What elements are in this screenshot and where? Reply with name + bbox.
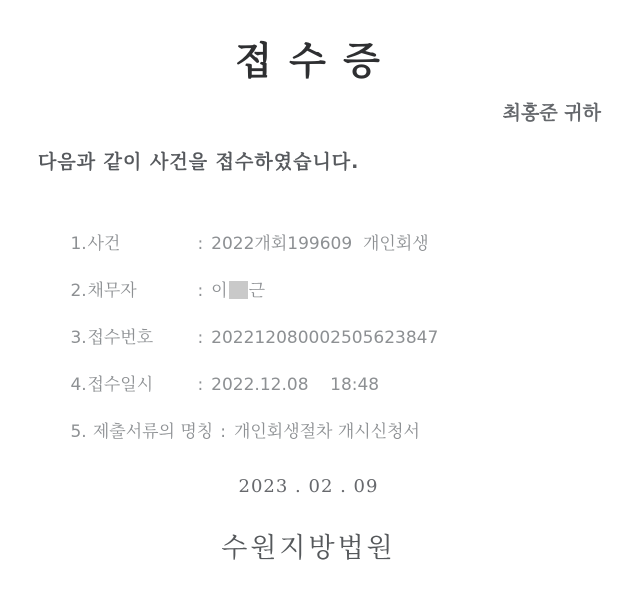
debtor-name-suffix: 근 xyxy=(248,281,266,301)
case-field-list xyxy=(38,214,598,449)
field-label: 사건 xyxy=(87,234,121,254)
field-colon: : xyxy=(197,234,204,254)
field-colon: : xyxy=(197,328,204,348)
issue-date: 2023 . 02 . 09 xyxy=(238,476,379,497)
issuing-court-name: 수원지방법원 xyxy=(221,533,396,564)
field-index: 5. xyxy=(70,422,87,442)
field-label: 제출서류의 명칭 xyxy=(92,422,214,442)
field-row-debtor xyxy=(38,261,598,308)
field-row-submitted-document xyxy=(38,402,598,449)
redaction-box xyxy=(229,281,248,299)
field-index: 3. xyxy=(70,328,87,348)
field-value: 202212080002505623847 xyxy=(211,328,439,348)
field-colon: : xyxy=(220,422,226,442)
field-label: 채무자 xyxy=(87,281,137,301)
field-label: 접수번호 xyxy=(87,328,154,348)
document-title: 접 수 증 xyxy=(235,38,382,83)
field-colon: : xyxy=(197,281,204,301)
recipient-name: 최홍준 귀하 xyxy=(502,102,601,124)
field-label: 접수일시 xyxy=(87,375,154,395)
intro-statement: 다음과 같이 사건을 접수하였습니다. xyxy=(38,151,360,173)
field-row-receipt-datetime xyxy=(38,355,598,402)
field-colon: : xyxy=(197,375,204,395)
field-row-case-number xyxy=(38,214,598,261)
field-index: 2. xyxy=(70,281,87,301)
field-index: 1. xyxy=(70,234,87,254)
field-row-receipt-number xyxy=(38,308,598,355)
field-index: 4. xyxy=(70,375,87,395)
field-value: 2022개회199609 개인회생 xyxy=(211,234,429,254)
debtor-name-prefix: 이 xyxy=(211,281,228,301)
field-value: 개인회생절차 개시신청서 xyxy=(233,422,420,442)
field-value: 2022.12.08 18:48 xyxy=(211,375,380,395)
